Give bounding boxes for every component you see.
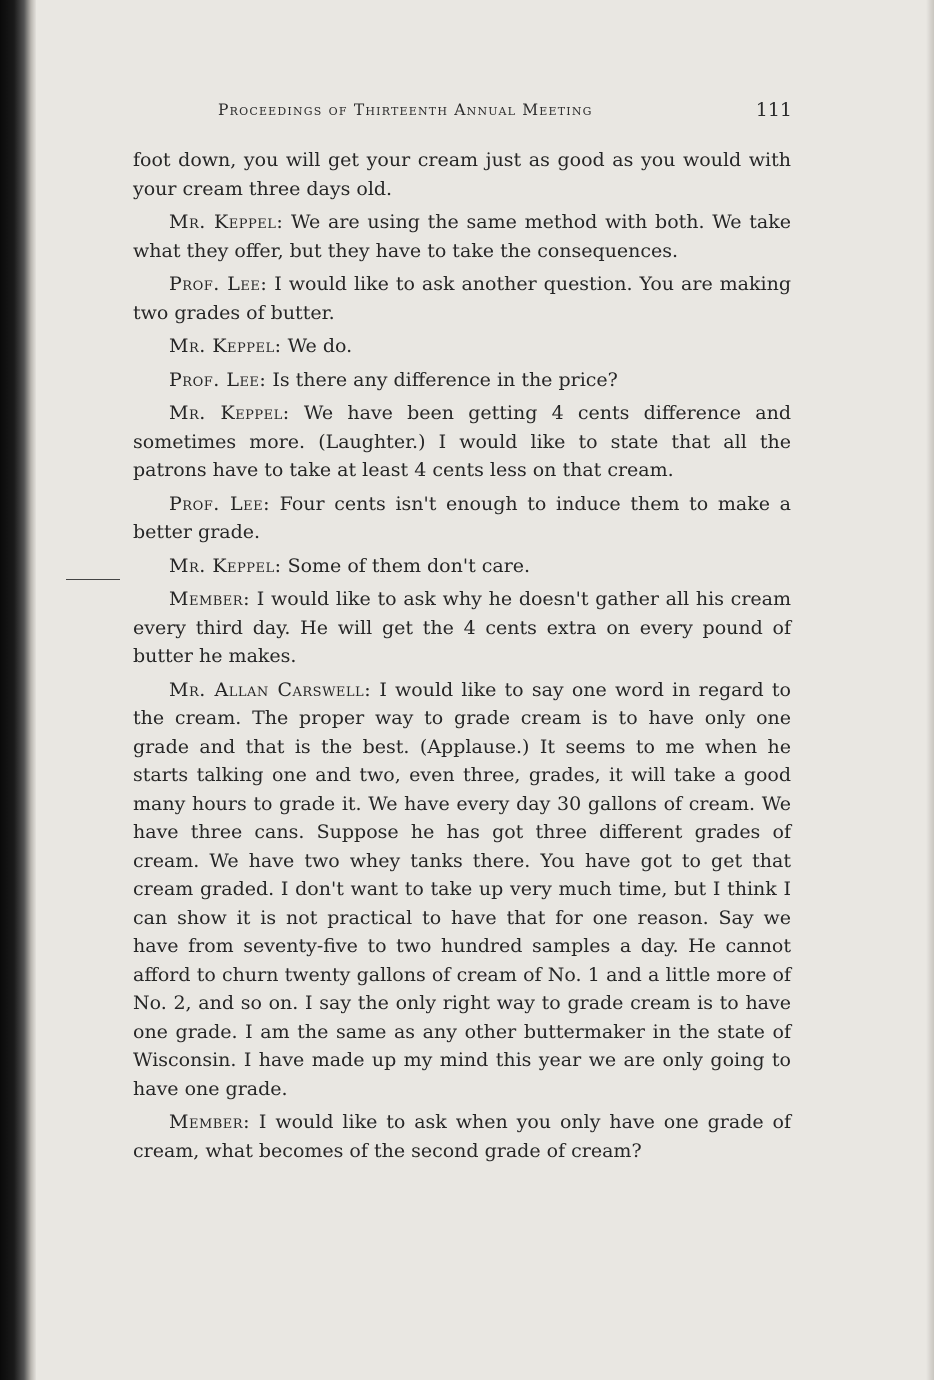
speaker-name: Prof. Lee:: [169, 273, 268, 295]
speaker-name: Mr. Keppel:: [169, 402, 290, 424]
running-title: Proceedings of Thirteenth Annual Meeting: [218, 101, 593, 119]
paragraph-text: We do.: [287, 335, 353, 357]
paragraph: [133, 676, 791, 1104]
running-header: [132, 97, 792, 127]
page-edge: [926, 0, 934, 1380]
opening-paragraph: foot down, you will get your cream just as good as you would with your cream three days old.: [133, 149, 791, 200]
paragraph: [133, 1108, 791, 1165]
paragraph-text: I would like to ask another question. You are making two grades of butter.: [133, 273, 792, 324]
speaker-name: Mr. Keppel:: [169, 335, 282, 357]
paragraph-text: I would like to ask when you only have one grade of cream, what becomes of the second grade of cream?: [133, 1111, 791, 1162]
paragraph: [133, 552, 791, 581]
paragraph: [133, 332, 791, 361]
paragraph: [133, 490, 791, 547]
paragraph-text: Four cents isn't enough to induce them to make a better grade.: [133, 492, 792, 543]
speaker-name: Mr. Allan Carswell:: [169, 678, 372, 701]
paragraph-text: Some of them don't care.: [287, 554, 531, 577]
speaker-name: Prof. Lee:: [169, 368, 267, 391]
speaker-name: Member:: [169, 1111, 250, 1133]
speaker-name: Mr. Keppel:: [169, 211, 284, 233]
page-number: 111: [755, 99, 792, 121]
paragraph-text: I would like to ask why he doesn't gather all his cream every third day. He will get the 4 cents extra on every pound of butter he makes.: [133, 588, 791, 667]
paragraph-text: We are using the same method with both. We take what they offer, but they have to take the consequences.: [133, 211, 792, 262]
book-binding-shadow: [0, 0, 36, 1380]
paragraph-text: I would like to say one word in regard to the cream. The proper way to grade cream is to have only one grade and that is the best. (Applause.) It seems to me when he starts talking one and two, even three, grades, it will take a good many hours to grade it. We have every day 30 gallons of cream. We have three cans. Suppose he has got three different grades of cream. We have two whey tanks there. You have got to get that cream graded. I don't want to take up very much time, but I think I can show it is not practical to have that for one reason. Say we have from seventy-five to two hundred samples a day. He cannot afford to churn twenty gallons of cream of No. 1 and a little more of No. 2, and so on. I say the only right way to grade cream is to have one grade. I am the same as any other buttermaker in the state of Wisconsin. I have made up my mind this year we are only going to have one grade.: [133, 678, 792, 1100]
paragraph: [133, 585, 791, 671]
speaker-name: Prof. Lee:: [169, 492, 270, 515]
paragraph: [133, 208, 791, 265]
speaker-name: Member:: [169, 588, 250, 610]
speaker-name: Mr. Keppel:: [169, 554, 282, 577]
paragraph: [133, 366, 791, 395]
body-text: [133, 146, 791, 1170]
paragraph-text: Is there any difference in the price?: [272, 368, 618, 391]
paragraph: [133, 270, 791, 327]
margin-mark: [66, 579, 120, 580]
paragraph: [133, 399, 791, 485]
paragraph-text: We have been getting 4 cents difference and sometimes more. (Laughter.) I would like to state that all the patrons have to take at least 4 cents less on that cream.: [133, 402, 791, 481]
